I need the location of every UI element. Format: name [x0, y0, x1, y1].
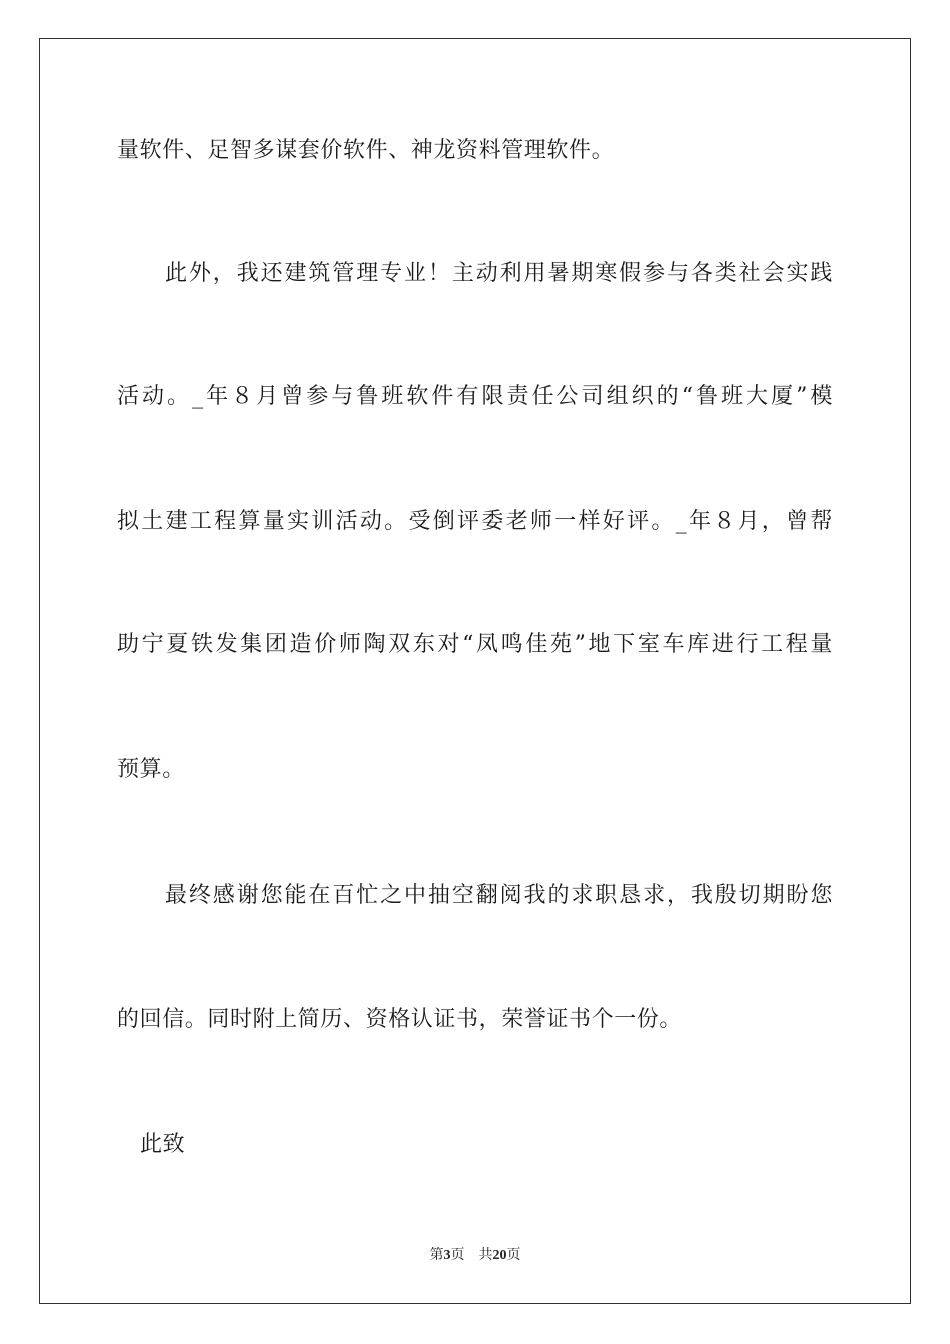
text-line-9: 此致	[140, 1132, 186, 1157]
page-footer	[0, 1247, 950, 1265]
text-line-6: 预算。	[117, 757, 185, 782]
text-line-3: 活动。_年８月曾参与鲁班软件有限责任公司组织的“鲁班大厦”模	[117, 384, 833, 409]
footer-total-pages: 20	[492, 1248, 507, 1263]
footer-page-suffix: 页	[450, 1248, 465, 1263]
footer-page-prefix: 第	[429, 1248, 444, 1263]
text-line-8: 的回信。同时附上简历、资格认证书，荣誉证书个一份。	[117, 1007, 683, 1032]
text-line-4: 拟土建工程算量实训活动。受倒评委老师一样好评。_年８月，曾帮	[117, 509, 833, 534]
footer-page-number: 3	[443, 1248, 451, 1263]
text-line-1: 量软件、足智多谋套价软件、神龙资料管理软件。	[117, 138, 615, 163]
text-line-7: 最终感谢您能在百忙之中抽空翻阅我的求职恳求，我殷切期盼您	[165, 883, 833, 908]
text-line-2: 此外，我还建筑管理专业！主动利用暑期寒假参与各类社会实践	[165, 261, 833, 286]
footer-total-suffix: 页	[506, 1248, 521, 1263]
footer-total-prefix: 共	[478, 1248, 493, 1263]
text-line-5: 助宁夏铁发集团造价师陶双东对“凤鸣佳苑”地下室车库进行工程量	[117, 632, 833, 657]
page-border	[39, 38, 911, 1304]
